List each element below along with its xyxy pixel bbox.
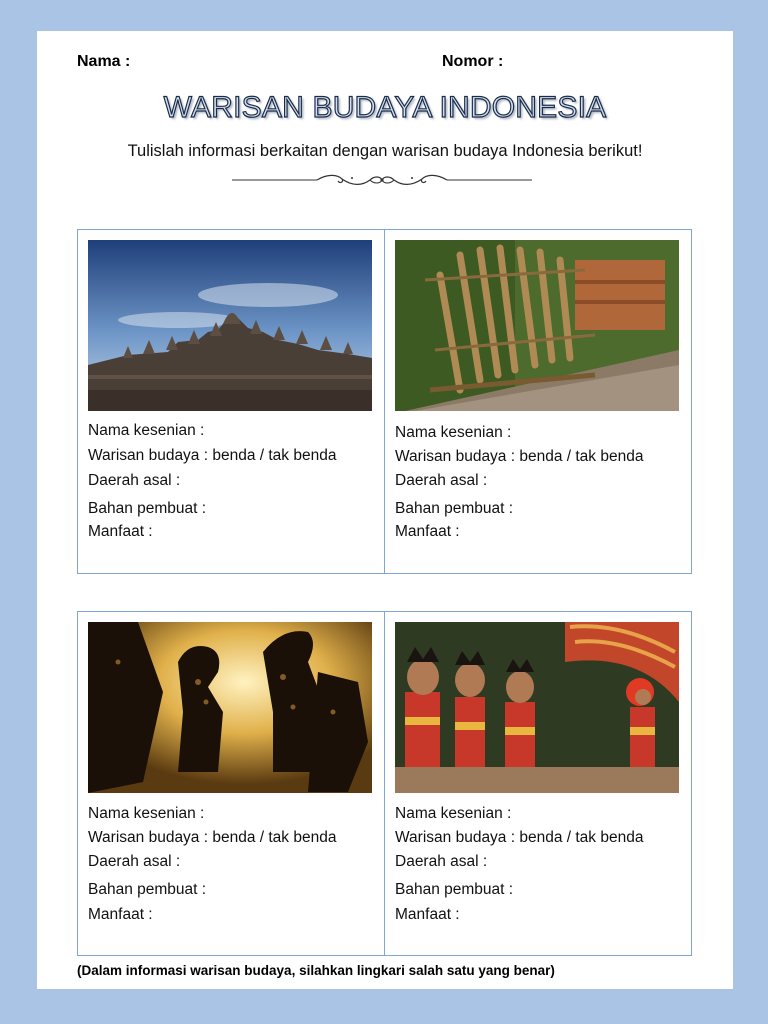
field-nama-kesenian: Nama kesenian :: [88, 805, 205, 822]
field-warisan-budaya: Warisan budaya : benda / tak benda: [395, 448, 644, 465]
field-nama-kesenian: Nama kesenian :: [395, 424, 512, 441]
card-borobudur: [78, 230, 384, 573]
angklung-bamboo-photo: [395, 240, 679, 411]
card-angklung: [384, 230, 691, 573]
borobudur-temple-photo: [88, 240, 372, 411]
field-bahan-pembuat: Bahan pembuat :: [395, 881, 514, 898]
worksheet-page: [37, 31, 733, 989]
field-daerah-asal: Daerah asal :: [395, 472, 488, 489]
footnote-instruction: (Dalam informasi warisan budaya, silahkan lingkari salah satu yang benar): [77, 963, 555, 978]
field-nama-kesenian: Nama kesenian :: [395, 805, 512, 822]
field-bahan-pembuat: Bahan pembuat :: [88, 500, 207, 517]
reog-ponorogo-dance-photo: [395, 622, 679, 793]
field-bahan-pembuat: Bahan pembuat :: [88, 881, 207, 898]
field-daerah-asal: Daerah asal :: [395, 853, 488, 870]
wayang-kulit-shadow-photo: [88, 622, 372, 793]
field-manfaat: Manfaat :: [395, 906, 460, 923]
field-warisan-budaya: Warisan budaya : benda / tak benda: [88, 829, 337, 846]
number-label: Nomor :: [442, 53, 504, 70]
field-manfaat: Manfaat :: [88, 906, 153, 923]
ornament-divider: [232, 170, 532, 190]
field-daerah-asal: Daerah asal :: [88, 853, 181, 870]
field-daerah-asal: Daerah asal :: [88, 472, 181, 489]
card-row-1: [77, 229, 692, 574]
field-bahan-pembuat: Bahan pembuat :: [395, 500, 514, 517]
name-label: Nama :: [77, 53, 131, 70]
field-manfaat: Manfaat :: [395, 523, 460, 540]
field-nama-kesenian: Nama kesenian :: [88, 422, 205, 439]
field-warisan-budaya: Warisan budaya : benda / tak benda: [88, 447, 337, 464]
field-warisan-budaya: Warisan budaya : benda / tak benda: [395, 829, 644, 846]
card-wayang: [78, 612, 384, 955]
card-row-2: [77, 611, 692, 956]
page-title: WARISAN BUDAYA INDONESIA: [163, 91, 607, 124]
instruction-text: Tulislah informasi berkaitan dengan warisan budaya Indonesia berikut!: [127, 142, 643, 160]
field-manfaat: Manfaat :: [88, 523, 153, 540]
card-reog: [384, 612, 691, 955]
